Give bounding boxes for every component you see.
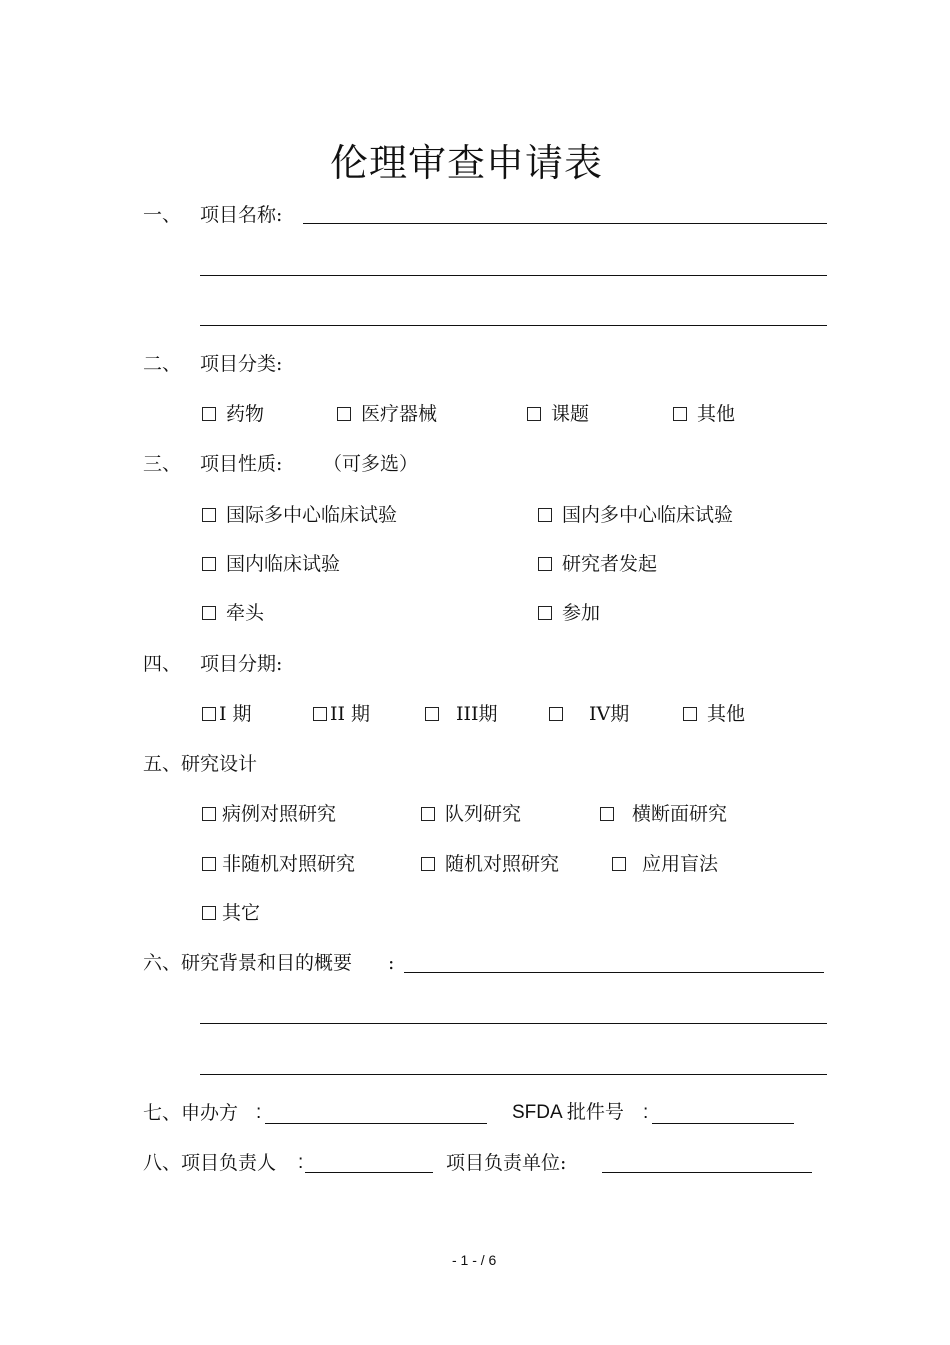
background-colon: : bbox=[388, 952, 395, 974]
section-2-number: 二、 bbox=[143, 353, 182, 375]
category-option-device[interactable] bbox=[337, 402, 437, 426]
responsible-unit-label: 项目负责单位: bbox=[446, 1152, 567, 1174]
checkbox[interactable] bbox=[673, 407, 687, 421]
design-option-cross-sectional[interactable] bbox=[600, 802, 727, 826]
option-label: 其他 bbox=[697, 403, 736, 425]
option-label: II 期 bbox=[330, 703, 371, 725]
option-label: 国际多中心临床试验 bbox=[226, 504, 398, 526]
checkbox[interactable] bbox=[538, 606, 552, 620]
checkbox[interactable] bbox=[683, 707, 697, 721]
nature-option-investigator-initiated[interactable] bbox=[538, 552, 657, 576]
principal-investigator-colon: : bbox=[298, 1152, 304, 1173]
checkbox[interactable] bbox=[202, 407, 216, 421]
checkbox[interactable] bbox=[600, 807, 614, 821]
background-line-1[interactable] bbox=[404, 972, 824, 973]
nature-option-domestic-multicenter[interactable] bbox=[538, 503, 733, 527]
project-name-line-2[interactable] bbox=[200, 275, 827, 276]
background-line-3[interactable] bbox=[200, 1074, 827, 1075]
checkbox[interactable] bbox=[202, 906, 216, 920]
option-label: 牵头 bbox=[226, 602, 265, 624]
sfda-label: SFDA 批件号 bbox=[512, 1102, 624, 1123]
page-title: 伦理审查申请表 bbox=[330, 141, 604, 185]
checkbox[interactable] bbox=[202, 707, 216, 721]
sfda-line[interactable] bbox=[652, 1123, 794, 1124]
sponsor-line[interactable] bbox=[265, 1123, 487, 1124]
principal-investigator-label: 八、项目负责人 bbox=[143, 1152, 277, 1174]
design-option-cohort[interactable] bbox=[421, 802, 521, 826]
option-label: 参加 bbox=[562, 602, 601, 624]
option-label: 其他 bbox=[707, 703, 746, 725]
nature-option-intl-multicenter[interactable] bbox=[202, 503, 397, 527]
phase-option-1[interactable] bbox=[202, 702, 252, 726]
project-nature-label: 项目性质: bbox=[200, 453, 283, 475]
checkbox[interactable] bbox=[421, 857, 435, 871]
option-label: 随机对照研究 bbox=[445, 853, 560, 875]
design-option-nonrandomized[interactable] bbox=[202, 852, 355, 876]
option-label: 课题 bbox=[551, 403, 590, 425]
option-label: 队列研究 bbox=[445, 803, 522, 825]
option-label: 国内临床试验 bbox=[226, 553, 341, 575]
checkbox[interactable] bbox=[202, 557, 216, 571]
checkbox[interactable] bbox=[313, 707, 327, 721]
option-label: IV期 bbox=[589, 703, 630, 725]
option-label: 药物 bbox=[226, 403, 265, 425]
option-label: 非随机对照研究 bbox=[222, 853, 356, 875]
option-label: III期 bbox=[456, 703, 498, 725]
design-option-other[interactable] bbox=[202, 901, 260, 925]
checkbox[interactable] bbox=[538, 557, 552, 571]
sfda-colon: : bbox=[643, 1102, 649, 1123]
checkbox[interactable] bbox=[421, 807, 435, 821]
nature-option-lead[interactable] bbox=[202, 601, 264, 625]
checkbox[interactable] bbox=[425, 707, 439, 721]
design-option-blinding[interactable] bbox=[612, 852, 718, 876]
sponsor-colon: : bbox=[256, 1102, 262, 1123]
checkbox[interactable] bbox=[337, 407, 351, 421]
project-name-label: 项目名称: bbox=[200, 204, 283, 226]
checkbox[interactable] bbox=[538, 508, 552, 522]
phase-option-4[interactable] bbox=[549, 702, 629, 726]
section-3-number: 三、 bbox=[143, 453, 182, 475]
checkbox[interactable] bbox=[549, 707, 563, 721]
section-4-number: 四、 bbox=[143, 653, 182, 675]
design-option-randomized[interactable] bbox=[421, 852, 559, 876]
option-label: 研究者发起 bbox=[562, 553, 658, 575]
option-label: 国内多中心临床试验 bbox=[562, 504, 734, 526]
project-category-label: 项目分类: bbox=[200, 353, 283, 375]
option-label: 横断面研究 bbox=[632, 803, 728, 825]
option-label: 病例对照研究 bbox=[222, 803, 337, 825]
checkbox[interactable] bbox=[527, 407, 541, 421]
phase-option-3[interactable] bbox=[425, 702, 498, 726]
responsible-unit-line[interactable] bbox=[602, 1172, 812, 1173]
checkbox[interactable] bbox=[202, 508, 216, 522]
option-label: 其它 bbox=[222, 902, 261, 924]
category-option-research[interactable] bbox=[527, 402, 589, 426]
project-name-line-3[interactable] bbox=[200, 325, 827, 326]
checkbox[interactable] bbox=[612, 857, 626, 871]
sponsor-label: 七、申办方 bbox=[143, 1102, 239, 1124]
background-line-2[interactable] bbox=[200, 1023, 827, 1024]
section-1-number: 一、 bbox=[143, 204, 182, 226]
category-option-other[interactable] bbox=[673, 402, 735, 426]
project-phase-label: 项目分期: bbox=[200, 653, 283, 675]
option-label: 医疗器械 bbox=[361, 403, 438, 425]
research-design-label: 五、研究设计 bbox=[143, 753, 258, 775]
category-option-drug[interactable] bbox=[202, 402, 264, 426]
design-option-case-control[interactable] bbox=[202, 802, 336, 826]
page-number: - 1 - / 6 bbox=[452, 1252, 497, 1268]
nature-option-participate[interactable] bbox=[538, 601, 600, 625]
phase-option-other[interactable] bbox=[683, 702, 745, 726]
principal-investigator-line[interactable] bbox=[305, 1172, 433, 1173]
background-purpose-label: 六、研究背景和目的概要 bbox=[143, 952, 353, 974]
option-label: 应用盲法 bbox=[642, 853, 719, 875]
project-name-line-1[interactable] bbox=[303, 223, 827, 224]
multi-select-note: （可多选） bbox=[323, 453, 419, 475]
checkbox[interactable] bbox=[202, 606, 216, 620]
checkbox[interactable] bbox=[202, 807, 216, 821]
option-label: I 期 bbox=[219, 703, 252, 725]
checkbox[interactable] bbox=[202, 857, 216, 871]
phase-option-2[interactable] bbox=[313, 702, 370, 726]
nature-option-domestic-trial[interactable] bbox=[202, 552, 340, 576]
